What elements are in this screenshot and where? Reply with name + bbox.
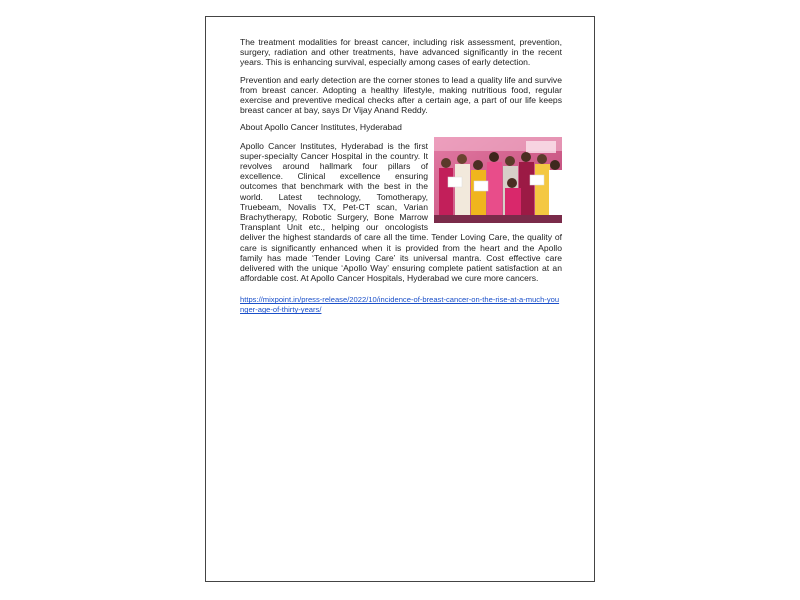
section-heading: About Apollo Cancer Institutes, Hyderabad bbox=[240, 122, 402, 133]
paragraph-treatment: The treatment modalities for breast cancer, including risk assessment, prevention, surgery, radiation and other treatments, have advanced significantly in the recent years. This is enhancing survival, especially among cases of early detection. bbox=[240, 37, 562, 68]
source-link[interactable]: https://mixpoint.in/press-release/2022/10/incidence-of-breast-cancer-on-the-rise-at-a-much-younger-age-of-thirty-years/ bbox=[240, 295, 560, 315]
event-photo bbox=[434, 137, 562, 223]
page-content bbox=[240, 37, 562, 315]
paragraph-about: Apollo Cancer Institutes, Hyderabad is the first super-specialty Cancer Hospital in the country. It revolves around hallmark four pillars of excellence. Clinical excellence ensuring outcomes that benchmark with the best in the world. Latest technology, Tomotherapy, Truebeam, Novalis TX, Pet-CT scan, Varian Brachytherapy, Robotic Surgery, Bone Marrow Transplant Unit etc., helping our oncologists deliver the highest standards of care all the time. Tender Loving Care, the quality of care is significantly enhanced when it is provided from the heart and the Apollo family has made ‘Tender Loving Care’ its universal mantra. Cost effective care delivered with the unique ‘Apollo Way’ ensuring complete patient satisfaction at an affordable cost. At Apollo Cancer Hospitals, Hyderabad we cure more cancers. bbox=[240, 140, 562, 284]
document-page bbox=[205, 16, 595, 582]
paragraph-prevention: Prevention and early detection are the corner stones to lead a quality life and survive from breast cancer. Adopting a healthy lifestyle, making nutritious food, regular exercise and preventive medical checks after a certain age, a part of our life keeps breast cancer at bay, says Dr Vijay Anand Reddy. bbox=[240, 74, 562, 116]
event-photo-image bbox=[434, 137, 562, 223]
